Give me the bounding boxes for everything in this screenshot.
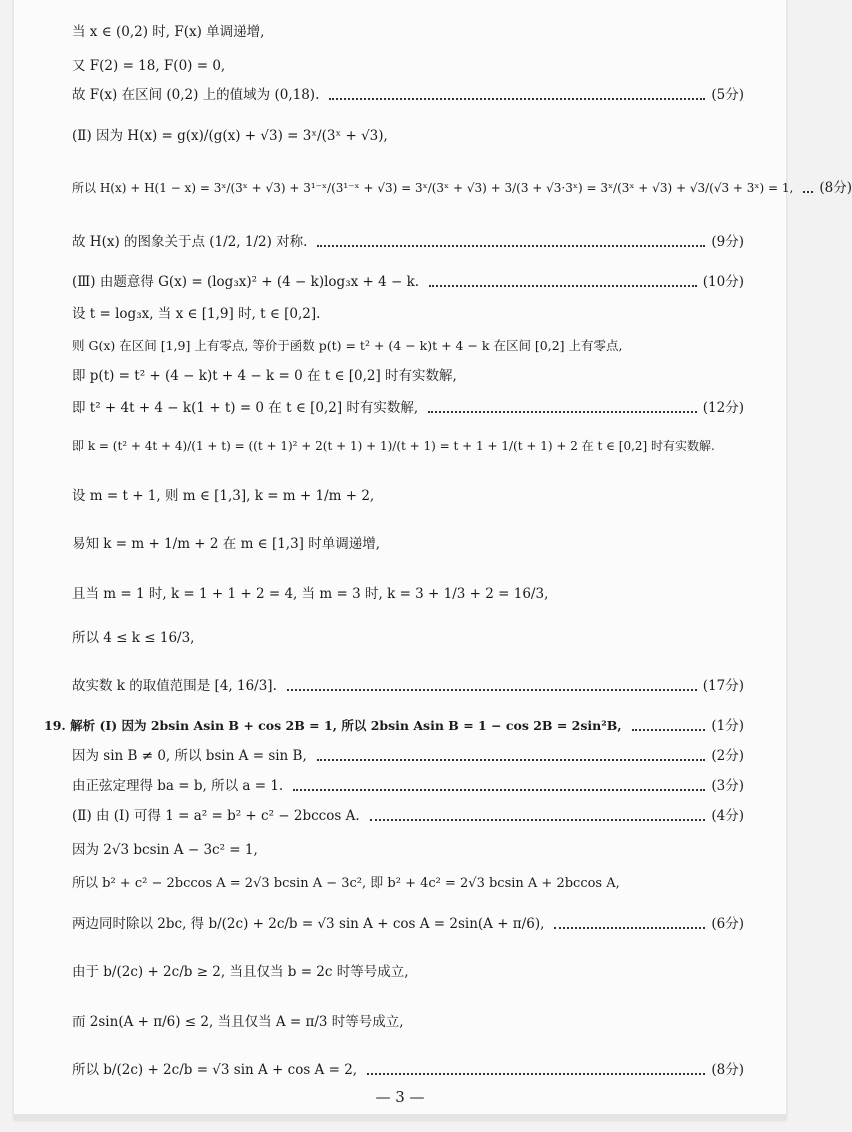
score-label: (6分) bbox=[711, 916, 744, 932]
line-text: 即 p(t) = t² + (4 − k)t + 4 − k = 0 在 t ∈ [0,2] 时有实数解, bbox=[72, 368, 457, 384]
score-label: (4分) bbox=[711, 808, 744, 824]
solution-line bbox=[72, 436, 744, 456]
dot-leader bbox=[293, 789, 705, 791]
solution-line bbox=[72, 534, 744, 554]
line-text: 设 t = log₃x, 当 x ∈ [1,9] 时, t ∈ [0,2]. bbox=[72, 306, 321, 322]
solution-line bbox=[72, 366, 744, 386]
dot-leader bbox=[803, 191, 813, 193]
line-text: 设 m = t + 1, 则 m ∈ [1,3], k = m + 1/m + 2, bbox=[72, 488, 375, 504]
line-text: 因为 sin B ≠ 0, 所以 bsin A = sin B, bbox=[72, 748, 307, 764]
line-text: 所以 b/(2c) + 2c/b = √3 sin A + cos A = 2, bbox=[72, 1062, 358, 1078]
line-text: 易知 k = m + 1/m + 2 在 m ∈ [1,3] 时单调递增, bbox=[72, 536, 381, 552]
solution-line bbox=[44, 716, 744, 736]
solution-line bbox=[72, 840, 744, 860]
score-label: (3分) bbox=[711, 778, 744, 794]
score-label: (8分) bbox=[819, 180, 852, 196]
dot-leader bbox=[428, 411, 697, 413]
dot-leader bbox=[329, 98, 705, 100]
line-text: 故 F(x) 在区间 (0,2) 上的值域为 (0,18). bbox=[72, 87, 320, 103]
line-text: 且当 m = 1 时, k = 1 + 1 + 2 = 4, 当 m = 3 时, k = 3 + 1/3 + 2 = 16/3, bbox=[72, 586, 549, 602]
dot-leader bbox=[317, 245, 705, 247]
dot-leader bbox=[554, 927, 705, 929]
solution-line bbox=[72, 178, 852, 198]
page-bottom-edge bbox=[14, 1114, 786, 1120]
dot-leader bbox=[429, 285, 697, 287]
score-label: (8分) bbox=[711, 1062, 744, 1078]
solution-line bbox=[72, 22, 744, 42]
dot-leader bbox=[632, 729, 706, 731]
solution-line bbox=[72, 304, 744, 324]
solution-line bbox=[72, 232, 744, 252]
line-text: (Ⅱ) 因为 H(x) = g(x)/(g(x) + √3) = 3ˣ/(3ˣ + √3), bbox=[72, 128, 388, 144]
score-label: (9分) bbox=[711, 234, 744, 250]
line-text: 又 F(2) = 18, F(0) = 0, bbox=[72, 58, 226, 74]
line-text: 而 2sin(A + π/6) ≤ 2, 当且仅当 A = π/3 时等号成立, bbox=[72, 1014, 404, 1030]
line-text: 故 H(x) 的图象关于点 (1/2, 1/2) 对称. bbox=[72, 234, 308, 250]
line-text: 即 t² + 4t + 4 − k(1 + t) = 0 在 t ∈ [0,2] 时有实数解, bbox=[72, 400, 419, 416]
score-label: (17分) bbox=[702, 678, 744, 694]
line-text: 当 x ∈ (0,2) 时, F(x) 单调递增, bbox=[72, 24, 265, 40]
line-text: 所以 H(x) + H(1 − x) = 3ˣ/(3ˣ + √3) + 3¹⁻ˣ/(3¹⁻ˣ + √3) = 3ˣ/(3ˣ + √3) + 3/(3 + √3·3ˣ) = 3ˣ/(3ˣ + √3) + √3/(√3 + 3ˣ) = 1, bbox=[72, 181, 794, 195]
dot-leader bbox=[287, 689, 697, 691]
line-text: 由正弦定理得 ba = b, 所以 a = 1. bbox=[72, 778, 284, 794]
solution-line bbox=[72, 336, 744, 356]
dot-leader bbox=[370, 819, 706, 821]
line-text: 两边同时除以 2bc, 得 b/(2c) + 2c/b = √3 sin A + cos A = 2sin(A + π/6), bbox=[72, 916, 545, 932]
line-text: 因为 2√3 bcsin A − 3c² = 1, bbox=[72, 842, 258, 858]
line-text: (Ⅲ) 由题意得 G(x) = (log₃x)² + (4 − k)log₃x + 4 − k. bbox=[72, 274, 420, 290]
line-text: 所以 4 ≤ k ≤ 16/3, bbox=[72, 630, 195, 646]
solution-line bbox=[72, 914, 744, 934]
answer-sheet-page bbox=[14, 0, 852, 1120]
solution-line bbox=[72, 126, 744, 146]
line-text: 所以 b² + c² − 2bccos A = 2√3 bcsin A − 3c², 即 b² + 4c² = 2√3 bcsin A + 2bccos A, bbox=[72, 876, 620, 891]
score-label: (1分) bbox=[711, 718, 744, 734]
solution-line bbox=[72, 486, 744, 506]
solution-line bbox=[72, 584, 744, 604]
solution-line bbox=[72, 962, 744, 982]
solution-line bbox=[72, 676, 744, 696]
line-text: 故实数 k 的取值范围是 [4, 16/3]. bbox=[72, 678, 277, 694]
page-number: — 3 — bbox=[375, 1088, 425, 1106]
solution-line bbox=[72, 1060, 744, 1080]
solution-line bbox=[72, 272, 744, 292]
line-text: (Ⅱ) 由 (Ⅰ) 可得 1 = a² = b² + c² − 2bccos A. bbox=[72, 808, 360, 824]
score-label: (2分) bbox=[711, 748, 744, 764]
dot-leader bbox=[367, 1073, 705, 1075]
solution-line bbox=[72, 85, 744, 105]
score-label: (12分) bbox=[702, 400, 744, 416]
line-text: 则 G(x) 在区间 [1,9] 上有零点, 等价于函数 p(t) = t² + (4 − k)t + 4 − k 在区间 [0,2] 上有零点, bbox=[72, 338, 623, 353]
score-label: (10分) bbox=[702, 274, 744, 290]
line-text: 即 k = (t² + 4t + 4)/(1 + t) = ((t + 1)² + 2(t + 1) + 1)/(t + 1) = t + 1 + 1/(t + 1) + 2 在 t ∈ [0,2] 时有实数解. bbox=[72, 439, 715, 453]
dot-leader bbox=[317, 759, 706, 761]
solution-line bbox=[72, 628, 744, 648]
line-text: 由于 b/(2c) + 2c/b ≥ 2, 当且仅当 b = 2c 时等号成立, bbox=[72, 964, 409, 980]
solution-line bbox=[72, 746, 744, 766]
solution-line bbox=[72, 398, 744, 418]
solution-line bbox=[72, 776, 744, 796]
solution-line bbox=[72, 56, 744, 76]
solution-line bbox=[72, 1012, 744, 1032]
score-label: (5分) bbox=[711, 87, 744, 103]
solution-line bbox=[72, 806, 744, 826]
solution-line bbox=[72, 874, 744, 894]
line-text: 19. 解析 (Ⅰ) 因为 2bsin Asin B + cos 2B = 1, 所以 2bsin Asin B = 1 − cos 2B = 2sin²B, bbox=[44, 718, 622, 733]
